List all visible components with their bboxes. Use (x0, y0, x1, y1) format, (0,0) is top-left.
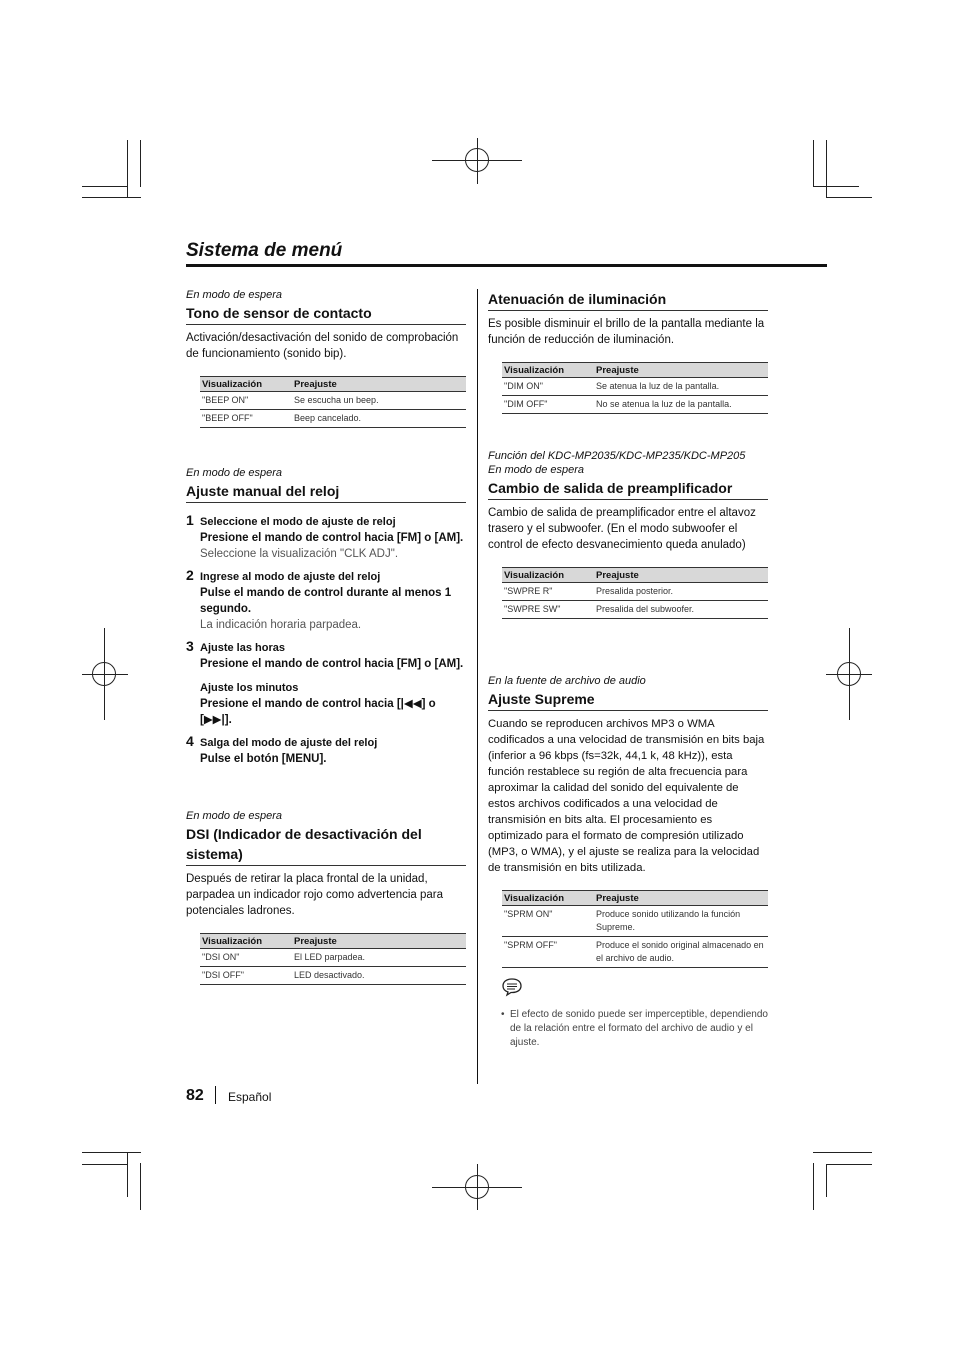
section-heading: DSI (Indicador de desactivación del sistema) (186, 824, 466, 866)
table-header-display: Visualización (200, 934, 292, 949)
step-4: 4 Salga del modo de ajuste del reloj Pulse el botón [MENU]. (186, 733, 378, 765)
section-body: Cuando se reproducen archivos MP3 o WMA codificados a una velocidad de transmisión en bits baja (inferior a 96 kbps (fs=32k, 44,1 k, 48 kHz)), esta función restablece su región de alta frecuencia para aproximar la calidad del sonido del equivalente de estos archivos codificados a una velocidad de transmisión en bits alta. El procesamiento es optimizado para el formato de compresión utilizado (MP3, o WMA), y el ajuste se realiza para la velocidad de transmisión en bits utilizada. (488, 718, 765, 874)
section-context: En modo de espera (186, 289, 283, 301)
step-number: 1 (186, 512, 194, 528)
section-body: Cambio de salida de preamplificador entre el altavoz trasero y el subwoofer. (En el modo subwoofer el control de efecto desvanecimiento queda anulado) (488, 507, 756, 551)
step-number: 3 (186, 638, 194, 654)
table-header-display: Visualización (502, 891, 594, 906)
table-header-display: Visualización (502, 363, 594, 378)
table-row: "DIM OFF" No se atenua la luz de la pantalla. (502, 396, 768, 414)
settings-table (502, 890, 768, 968)
table-row: "BEEP ON" Se escucha un beep. (200, 392, 466, 410)
section-context: En modo de espera (186, 467, 283, 479)
section-heading: Ajuste Supreme (488, 689, 768, 711)
table-header-display: Visualización (502, 568, 594, 583)
table-header-setting: Preajuste (292, 934, 466, 949)
table-header-setting: Preajuste (594, 568, 768, 583)
table-row: "DIM ON" Se atenua la luz de la pantalla. (502, 378, 768, 396)
footer-language: Español (228, 1090, 272, 1104)
table-row: "BEEP OFF" Beep cancelado. (200, 410, 466, 428)
table-row: "DSI OFF" LED desactivado. (200, 967, 466, 985)
section-touch-sensor-tone (186, 288, 466, 428)
table-header-setting: Preajuste (292, 377, 466, 392)
section-body: Activación/desactivación del sonido de comprobación de funcionamiento (sonido bip). (186, 332, 459, 360)
table-row: "SWPRE SW" Presalida del subwoofer. (502, 601, 768, 619)
table-header-setting: Preajuste (594, 891, 768, 906)
section-heading: Ajuste manual del reloj (186, 481, 466, 503)
note-text: • El efecto de sonido puede ser imperceptible, dependiendo de la relación entre el formato del archivo de audio y el ajuste. (501, 1009, 768, 1048)
section-heading: Tono de sensor de contacto (186, 303, 466, 325)
section-heading: Cambio de salida de preamplificador (488, 478, 768, 500)
section-context: Función del KDC-MP2035/KDC-MP235/KDC-MP205 (488, 450, 746, 462)
table-row: "SPRM OFF" Produce el sonido original almacenado en el archivo de audio. (502, 937, 768, 968)
settings-table (200, 376, 466, 428)
settings-table (502, 567, 768, 619)
settings-table (200, 933, 466, 985)
section-body: Después de retirar la placa frontal de la unidad, parpadea un indicador rojo como advertencia para potenciales ladrones. (186, 873, 443, 917)
step-3: 3 Ajuste las horas Presione el mando de control hacia [FM] o [AM]. Ajuste los minutos Presione el mando de control hacia [|◀◀] o [▶▶|]. (186, 638, 464, 726)
section-dsi (186, 809, 466, 985)
section-context: En modo de espera (186, 810, 283, 822)
step-number: 4 (186, 733, 194, 749)
table-row: "DSI ON" El LED parpadea. (200, 949, 466, 967)
note-icon (501, 977, 768, 1002)
column-divider (477, 289, 478, 1084)
section-dimmer (488, 288, 768, 414)
title-rule (186, 264, 827, 267)
section-clock-adjust (186, 466, 466, 767)
section-preamp-output (488, 449, 768, 619)
page-number: 82 (186, 1087, 204, 1104)
table-row: "SPRM ON" Produce sonido utilizando la función Supreme. (502, 906, 768, 937)
section-supreme (488, 674, 768, 1050)
step-number: 2 (186, 567, 194, 583)
step-1: 1 Seleccione el modo de ajuste de reloj Presione el mando de control hacia [FM] o [AM]. Seleccione la visualización "CLK ADJ". (186, 512, 464, 560)
section-heading: Atenuación de iluminación (488, 289, 768, 311)
section-body: Es posible disminuir el brillo de la pantalla mediante la función de reducción de iluminación. (488, 318, 765, 346)
section-context: En modo de espera (488, 464, 585, 476)
table-header-setting: Preajuste (594, 363, 768, 378)
section-context: En la fuente de archivo de audio (488, 675, 646, 687)
table-row: "SWPRE R" Presalida posterior. (502, 583, 768, 601)
settings-table (502, 362, 768, 414)
page-title: Sistema de menú (186, 240, 343, 261)
footer-separator (215, 1086, 216, 1104)
step-2: 2 Ingrese al modo de ajuste del reloj Pulse el mando de control durante al menos 1 segundo. La indicación horaria parpadea. (186, 567, 452, 631)
table-header-display: Visualización (200, 377, 292, 392)
